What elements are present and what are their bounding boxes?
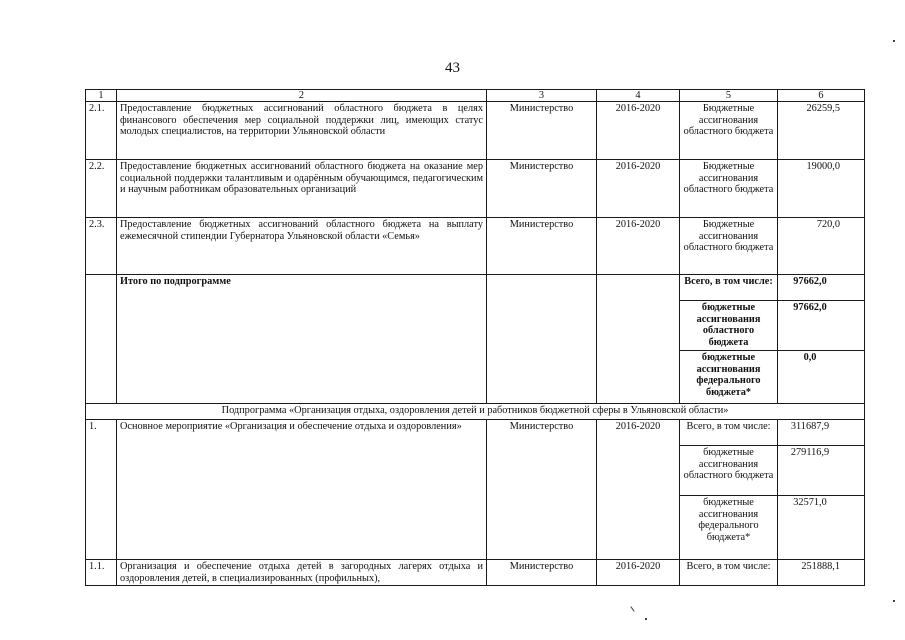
main-event-sources (680, 420, 778, 560)
row-amount: 720,0 (778, 218, 865, 275)
page-number: 43 (445, 60, 460, 76)
header-cell: 1 (86, 90, 117, 102)
row-name: Предоставление бюджетных ассигнований областного бюджета в целях финансового обеспечения мер социальной поддержки лиц, имеющих статус молодых специалистов, на территории Ульяновской области (117, 102, 487, 160)
row-source: Бюджетные ассигнования областного бюджета (680, 102, 778, 160)
row-period: 2016-2020 (597, 102, 680, 160)
row-executor: Министерство (487, 560, 597, 586)
main-event-source-all: Всего, в том числе: (686, 421, 771, 432)
row-name: Предоставление бюджетных ассигнований областного бюджета на выплату ежемесячной стипендии Губернатора Ульяновской области «Семья» (117, 218, 487, 275)
section-title: Подпрограмма «Организация отдыха, оздоровления детей и работников бюджетной сферы в Ульяновской области» (86, 404, 865, 420)
row-name: Организация и обеспечение отдыха детей в загородных лагерях отдыха и оздоровления детей, в специализированных (профильных), (117, 560, 487, 586)
row-executor: Министерство (487, 218, 597, 275)
row-amount: 251888,1 (778, 560, 865, 586)
row-number: 2.1. (86, 102, 117, 160)
scan-speck (893, 600, 895, 602)
row-amount: 19000,0 (778, 160, 865, 218)
main-event-source-regional: бюджетные ассигнования областного бюджета (680, 445, 777, 495)
row-number: 2.2. (86, 160, 117, 218)
total-number-cell (86, 275, 117, 404)
total-label: Итого по подпрограмме (117, 275, 487, 404)
header-cell: 5 (680, 90, 778, 102)
main-event-executor: Министерство (487, 420, 597, 560)
total-amounts (778, 275, 865, 404)
total-amount-regional: 97662,0 (778, 300, 864, 350)
header-row (86, 90, 865, 102)
total-row (86, 275, 865, 404)
total-source-regional: бюджетные ассигнования областного бюджета (680, 300, 777, 350)
main-event-amount-regional: 279116,9 (778, 445, 864, 495)
main-event-row (86, 420, 865, 560)
section-row (86, 404, 865, 420)
total-executor-cell (487, 275, 597, 404)
row-name: Предоставление бюджетных ассигнований областного бюджета на оказание мер социальной поддержки талантливым и одарённым обучающимся, педагогическим и научным работникам образовательных организаций (117, 160, 487, 218)
main-event-amounts (778, 420, 865, 560)
header-cell: 3 (487, 90, 597, 102)
header-cell: 6 (778, 90, 865, 102)
header-cell: 4 (597, 90, 680, 102)
total-source-all: Всего, в том числе: (684, 276, 773, 287)
total-period-cell (597, 275, 680, 404)
row-number: 2.3. (86, 218, 117, 275)
table-row (86, 560, 865, 586)
total-source-federal: бюджетные ассигнования федерального бюджета* (680, 350, 777, 400)
row-period: 2016-2020 (597, 218, 680, 275)
scan-speck (893, 40, 895, 42)
table-row (86, 160, 865, 218)
table-row (86, 218, 865, 275)
scan-speck (645, 618, 647, 620)
row-number: 1.1. (86, 560, 117, 586)
table-row (86, 102, 865, 160)
total-amount-federal: 0,0 (778, 350, 864, 400)
total-sources (680, 275, 778, 404)
row-period: 2016-2020 (597, 160, 680, 218)
main-event-amount-all: 311687,9 (790, 421, 830, 432)
main-event-name: Основное мероприятие «Организация и обеспечение отдыха и оздоровления» (117, 420, 487, 560)
scan-speck (630, 606, 634, 611)
main-event-number: 1. (86, 420, 117, 560)
row-period: 2016-2020 (597, 560, 680, 586)
row-executor: Министерство (487, 160, 597, 218)
total-amount-all: 97662,0 (793, 276, 827, 287)
row-source: Всего, в том числе: (680, 560, 778, 586)
row-amount: 26259,5 (778, 102, 865, 160)
row-source: Бюджетные ассигнования областного бюджета (680, 218, 778, 275)
main-event-source-federal: бюджетные ассигнования федерального бюджета* (680, 495, 777, 554)
main-event-period: 2016-2020 (597, 420, 680, 560)
main-event-amount-federal: 32571,0 (778, 495, 864, 554)
row-source: Бюджетные ассигнования областного бюджета (680, 160, 778, 218)
header-cell: 2 (117, 90, 487, 102)
program-table (85, 89, 865, 586)
row-executor: Министерство (487, 102, 597, 160)
